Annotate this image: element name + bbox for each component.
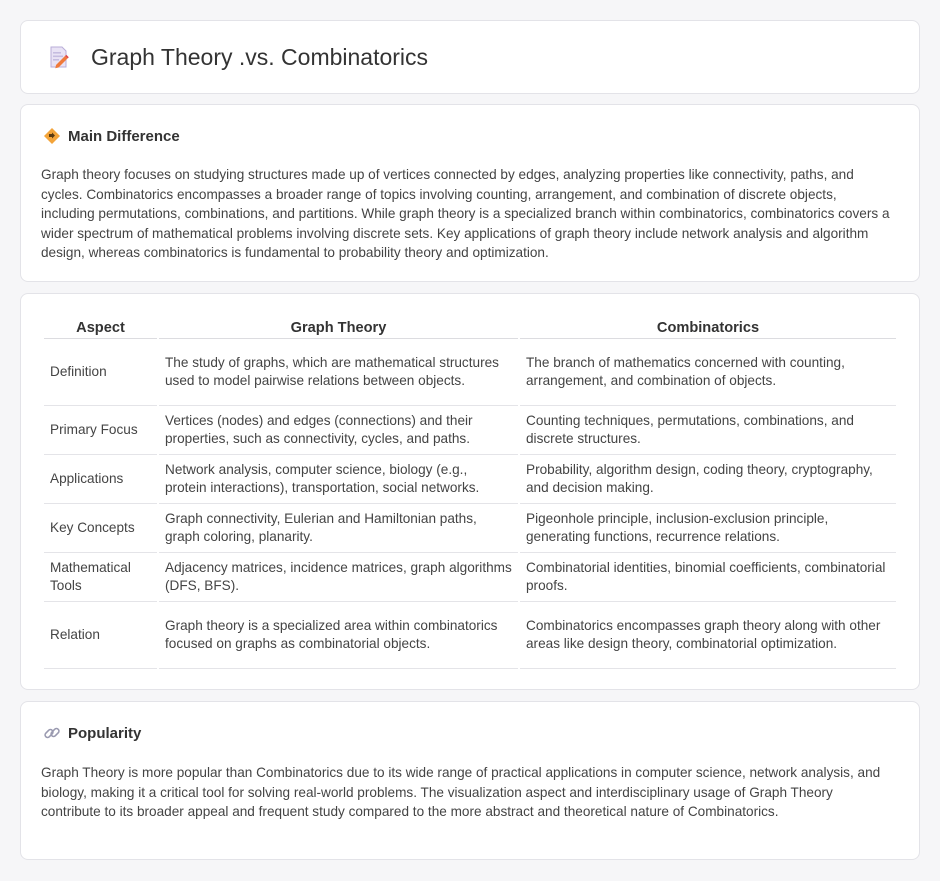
header-combinatorics: Combinatorics xyxy=(520,315,896,339)
row-aspect: Relation xyxy=(44,602,157,669)
table-row xyxy=(44,406,896,455)
row-graph-theory: Graph connectivity, Eulerian and Hamiltonian paths, graph coloring, planarity. xyxy=(159,504,518,553)
header-graph-theory: Graph Theory xyxy=(159,315,518,339)
row-aspect: Applications xyxy=(44,455,157,504)
row-aspect: Mathematical Tools xyxy=(44,553,157,602)
row-combinatorics: Pigeonhole principle, inclusion-exclusion principle, generating functions, recurrence relations. xyxy=(520,504,896,553)
popularity-text: Graph Theory is more popular than Combinatorics due to its wide range of practical applications in computer science, network analysis, and biology, making it a critical tool for solving real-world problems. The visualization aspect and interdisciplinary usage of Graph Theory contribute to its broader appeal and frequent study compared to the more abstract and theoretical nature of Combinatorics. xyxy=(41,765,881,820)
popularity-header xyxy=(43,724,141,742)
row-graph-theory: Graph theory is a specialized area within combinatorics focused on graphs as combinatorial objects. xyxy=(159,602,518,669)
page-title: Graph Theory .vs. Combinatorics xyxy=(91,43,429,70)
header-aspect: Aspect xyxy=(44,315,157,339)
row-graph-theory: Network analysis, computer science, biology (e.g., protein interactions), transportation, social networks. xyxy=(159,455,518,504)
table-row xyxy=(44,602,896,669)
popularity-card xyxy=(20,701,920,860)
row-combinatorics: Combinatorics encompasses graph theory along with other areas like design theory, combinatorial optimization. xyxy=(520,602,896,669)
row-combinatorics: Counting techniques, permutations, combinations, and discrete structures. xyxy=(520,406,896,455)
row-graph-theory: Vertices (nodes) and edges (connections) and their properties, such as connectivity, cycles, and paths. xyxy=(159,406,518,455)
row-combinatorics: Probability, algorithm design, coding theory, cryptography, and decision making. xyxy=(520,455,896,504)
row-aspect: Key Concepts xyxy=(44,504,157,553)
link-icon xyxy=(43,724,61,742)
comparison-table xyxy=(42,315,898,669)
diamond-pointer-icon xyxy=(43,127,61,145)
table-row xyxy=(44,455,896,504)
main-difference-header xyxy=(43,127,180,145)
table-header-row xyxy=(44,315,896,339)
table-row xyxy=(44,339,896,406)
row-aspect: Definition xyxy=(44,339,157,406)
main-difference-title: Main Difference xyxy=(68,127,180,145)
comparison-card xyxy=(20,293,920,690)
row-combinatorics: The branch of mathematics concerned with counting, arrangement, and combination of objects. xyxy=(520,339,896,406)
edit-document-icon xyxy=(47,45,71,69)
row-graph-theory: The study of graphs, which are mathematical structures used to model pairwise relations between objects. xyxy=(159,339,518,406)
table-row xyxy=(44,504,896,553)
row-graph-theory: Adjacency matrices, incidence matrices, graph algorithms (DFS, BFS). xyxy=(159,553,518,602)
header-card xyxy=(20,20,920,94)
popularity-title: Popularity xyxy=(68,724,142,742)
main-difference-text: Graph theory focuses on studying structures made up of vertices connected by edges, analyzing properties like connectivity, paths, and cycles. Combinatorics encompasses a broader range of topics involving counting, arrangement, and combination of discrete objects, including permutations, combinations, and partitions. While graph theory is a specialized branch within combinatorics, combinatorics covers a wider spectrum of mathematical problems involving discrete sets. Key applications of graph theory include network analysis and algorithm design, whereas combinatorics is fundamental to probability theory and optimization. xyxy=(41,167,890,261)
main-difference-card xyxy=(20,104,920,282)
row-aspect: Primary Focus xyxy=(44,406,157,455)
row-combinatorics: Combinatorial identities, binomial coefficients, combinatorial proofs. xyxy=(520,553,896,602)
table-row xyxy=(44,553,896,602)
